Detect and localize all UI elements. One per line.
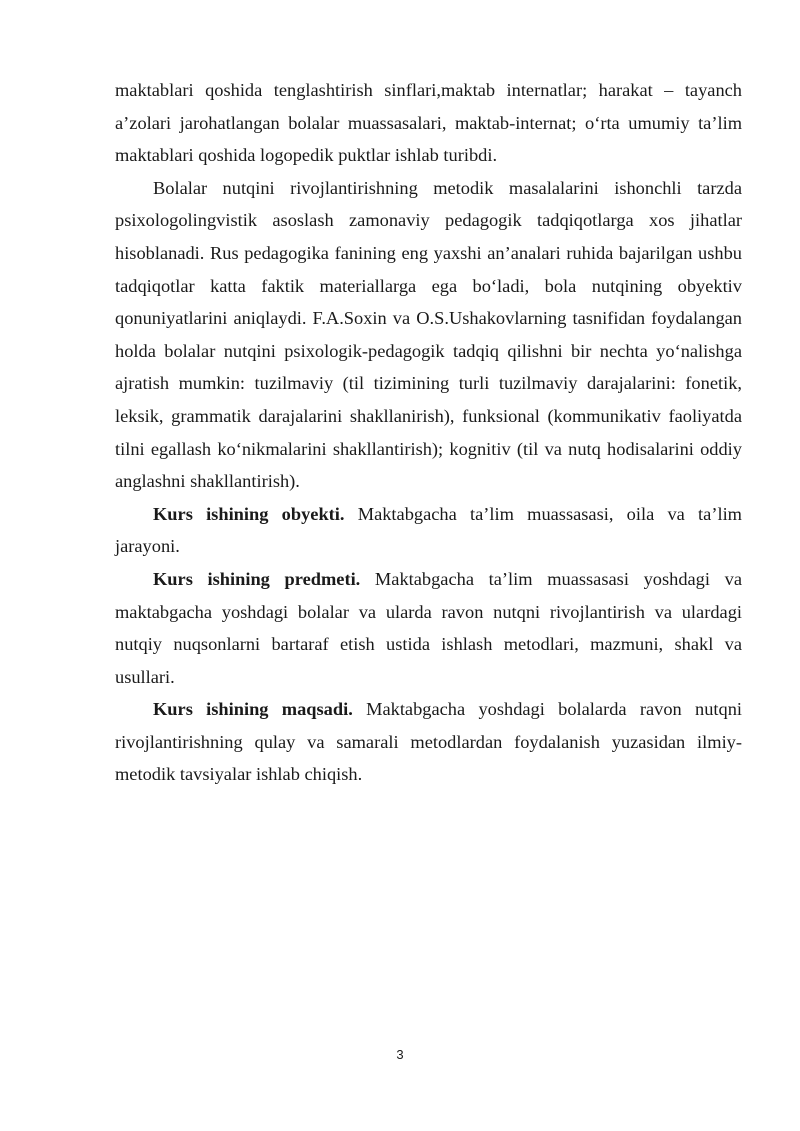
paragraph-text: maktablari qoshida tenglashtirish sinflari,maktab internatlar; harakat – tayanch a’zolari jarohatlangan bolalar muassasalari, maktab-internat; o‘rta umumiy ta’lim maktablari qoshida logopedik puktlar ishlab turibdi. (115, 80, 742, 166)
paragraph-continuation (115, 74, 742, 172)
paragraph-text: Maktabgacha ta’lim muassasasi, oila va ta’lim jarayoni. (115, 503, 742, 557)
body-text (115, 74, 742, 791)
paragraph-goal (115, 693, 742, 791)
paragraph-lead: Kurs ishining obyekti. (153, 503, 345, 524)
paragraph-text: Maktabgacha ta’lim muassasasi yoshdagi va maktabgacha yoshdagi bolalar va ularda ravon nutqni rivojlantirish va ulardagi nutqiy nuqsonlarni bartaraf etish ustida ishlash metodlari, mazmuni, shakl va usullari. (115, 568, 742, 687)
paragraph-methodology (115, 172, 742, 498)
paragraph-subject (115, 563, 742, 693)
paragraph-lead: Kurs ishining predmeti. (153, 568, 361, 589)
page-number: 3 (396, 1047, 404, 1062)
paragraph-lead: Kurs ishining maqsadi. (153, 699, 353, 720)
paragraph-text: Bolalar nutqini rivojlantirishning metodik masalalarini ishonchli tarzda psixologolingvistik asoslash zamonaviy pedagogik tadqiqotlarga xos jihatlar hisoblanadi. Rus pedagogika fanining eng yaxshi an’analari ruhida bajarilgan ushbu tadqiqotlar katta faktik materiallarga ega bo‘ladi, bola nutqining obyektiv qonuniyatlarini aniqlaydi. F.A.Soxin va O.S.Ushakovlarning tasnifidan foydalangan holda bolalar nutqini psixologik-pedagogik tadqiq qilishni bir nechta yo‘nalishga ajratish mumkin: tuzilmaviy (til tizimining turli tuzilmaviy darajalarini: fonetik, leksik, grammatik darajalarini shakllanirish), funksional (kommunikativ faoliyatda tilni egallash ko‘nikmalarini shakllantirish); kognitiv (til va nutq hodisalarini oddiy anglashni shakllantirish). (115, 177, 742, 492)
paragraph-text: Maktabgacha yoshdagi bolalarda ravon nutqni rivojlantirishning qulay va samarali metodlardan foydalanish yuzasidan ilmiy-metodik tavsiyalar ishlab chiqish. (115, 699, 742, 785)
paragraph-object (115, 498, 742, 563)
